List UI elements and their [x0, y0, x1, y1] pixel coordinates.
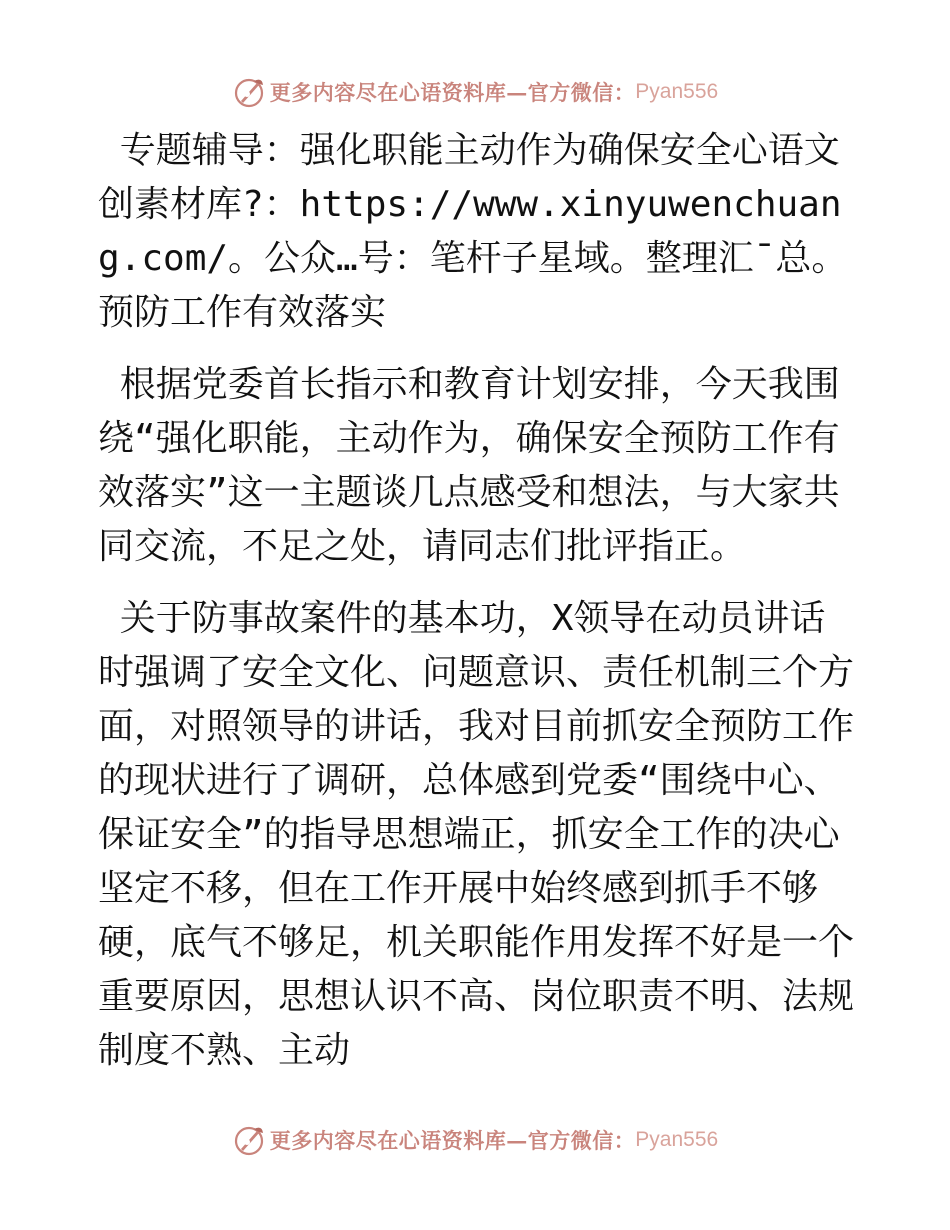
footer-banner — [0, 1120, 950, 1160]
paragraph-2: 根据党委首长指示和教育计划安排，今天我围绕“强化职能，主动作为，确保安全预防工作有效落实”这一主题谈几点感受和想法，与大家共同交流，不足之处，请同志们批评指正。 — [98, 364, 840, 567]
banner-text: 更多内容尽在心语资料库—官方微信： — [269, 1128, 636, 1153]
header-banner — [0, 72, 950, 112]
paragraph-1: 专题辅导：强化职能主动作为确保安全心语文创素材库?：https://www.xinyuwenchuang.com/。公众…号：笔杆子星域。整理汇¯总。预防工作有效落实 — [98, 130, 848, 333]
document-body — [98, 124, 858, 1096]
wechat-id: Pyan556 — [635, 1128, 719, 1151]
paragraph-3: 关于防事故案件的基本功，X领导在动员讲话时强调了安全文化、问题意识、责任机制三个方面，对照领导的讲话，我对目前抓安全预防工作的现状进行了调研，总体感到党委“围绕中心、保证安全”的指导思想端正，抓安全工作的决心坚定不移，但在工作开展中始终感到抓手不够硬，底气不够足，机关职能作用发挥不好是一个重要原因，思想认识不高、岗位职责不明、法规制度不熟、主动 — [98, 598, 855, 1071]
quill-pen-logo-icon — [232, 1123, 266, 1157]
quill-pen-logo-icon — [232, 75, 266, 109]
wechat-id: Pyan556 — [635, 80, 719, 103]
banner-text: 更多内容尽在心语资料库—官方微信： — [269, 80, 636, 105]
